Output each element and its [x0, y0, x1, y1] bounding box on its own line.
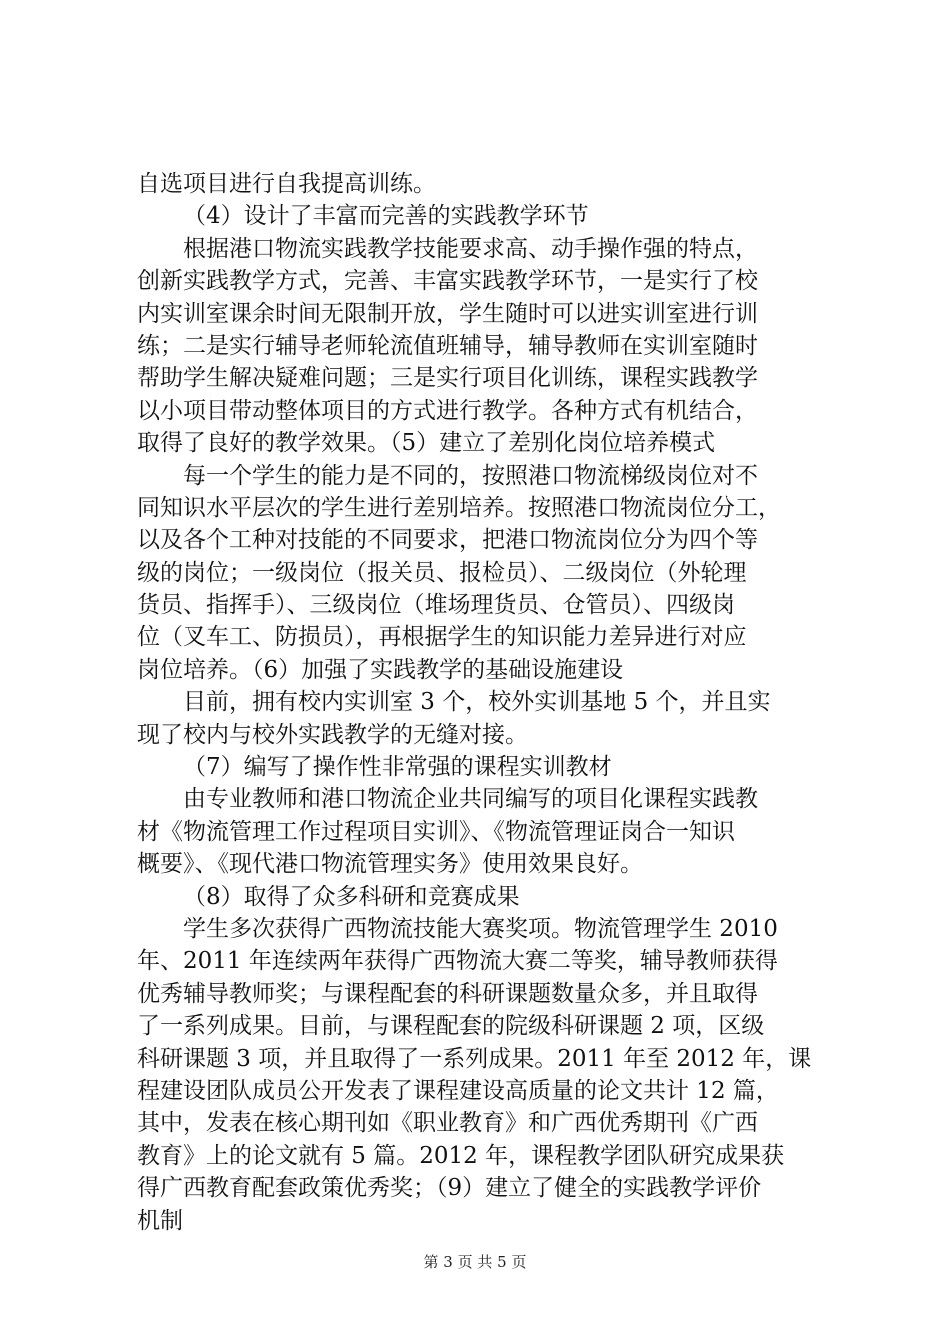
text-line: 货员、指挥手）、三级岗位（堆场理货员、仓管员）、四级岗 [137, 592, 735, 619]
text-line: 以小项目带动整体项目的方式进行教学。各种方式有机结合， [137, 397, 758, 424]
text-line: 得广西教育配套政策优秀奖；（9）建立了健全的实践教学评价 [137, 1175, 762, 1202]
text-line: 材《物流管理工作过程项目实训》、《物流管理证岗合一知识 [137, 818, 735, 845]
text-line: 程建设团队成员公开发表了课程建设高质量的论文共计 12 篇， [137, 1077, 779, 1104]
text-line: 优秀辅导教师奖；与课程配套的科研课题数量众多，并且取得 [137, 980, 758, 1007]
text-line: 内实训室课余时间无限制开放，学生随时可以进实训室进行训 [137, 300, 758, 327]
text-line: 自选项目进行自我提高训练。 [137, 171, 436, 197]
document-body [137, 168, 837, 1237]
text-line: 取得了良好的教学效果。（5）建立了差别化岗位培养模式 [137, 430, 716, 457]
text-line: （8）取得了众多科研和竞赛成果 [183, 883, 520, 910]
text-line: （7）编写了操作性非常强的课程实训教材 [183, 754, 612, 781]
text-line: 现了校内与校外实践教学的无缝对接。 [137, 721, 528, 748]
text-line: 位（叉车工、防损员），再根据学生的知识能力差异进行对应 [137, 624, 747, 651]
text-line: 每一个学生的能力是不同的，按照港口物流梯级岗位对不 [183, 462, 758, 489]
text-line: 岗位培养。（6）加强了实践教学的基础设施建设 [137, 656, 624, 683]
text-line: 学生多次获得广西物流技能大赛奖项。物流管理学生 2010 [183, 915, 778, 942]
text-line: 年、2011 年连续两年获得广西物流大赛二等奖，辅导教师获得 [137, 948, 778, 975]
text-line: 目前，拥有校内实训室 3 个，校外实训基地 5 个，并且实 [183, 689, 771, 716]
text-line: 根据港口物流实践教学技能要求高、动手操作强的特点， [183, 235, 758, 262]
page-footer: 第 3 页 共 5 页 [423, 1253, 527, 1271]
text-line: 教育》上的论文就有 5 篇。2012 年，课程教学团队研究成果获 [137, 1142, 785, 1169]
text-line: 机制 [137, 1207, 183, 1234]
text-line: 创新实践教学方式，完善、丰富实践教学环节，一是实行了校 [137, 268, 758, 295]
text-line: 了一系列成果。目前，与课程配套的院级科研课题 2 项，区级 [137, 1013, 765, 1040]
text-line: 练；二是实行辅导老师轮流值班辅导，辅导教师在实训室随时 [137, 332, 758, 359]
text-line: 科研课题 3 项，并且取得了一系列成果。2011 年至 2012 年，课 [137, 1045, 812, 1072]
text-line: 帮助学生解决疑难问题；三是实行项目化训练，课程实践教学 [137, 365, 758, 392]
text-line: 其中，发表在核心期刊如《职业教育》和广西优秀期刊《广西 [137, 1110, 758, 1137]
text-line: （4）设计了丰富而完善的实践教学环节 [183, 203, 589, 230]
text-line: 由专业教师和港口物流企业共同编写的项目化课程实践教 [183, 786, 758, 813]
text-line: 级的岗位；一级岗位（报关员、报检员）、二级岗位（外轮理 [137, 559, 747, 586]
text-line: 同知识水平层次的学生进行差别培养。按照港口物流岗位分工， [137, 494, 781, 521]
text-line: 概要》、《现代港口物流管理实务》使用效果良好。 [137, 851, 643, 878]
text-line: 以及各个工种对技能的不同要求，把港口物流岗位分为四个等 [137, 527, 758, 554]
